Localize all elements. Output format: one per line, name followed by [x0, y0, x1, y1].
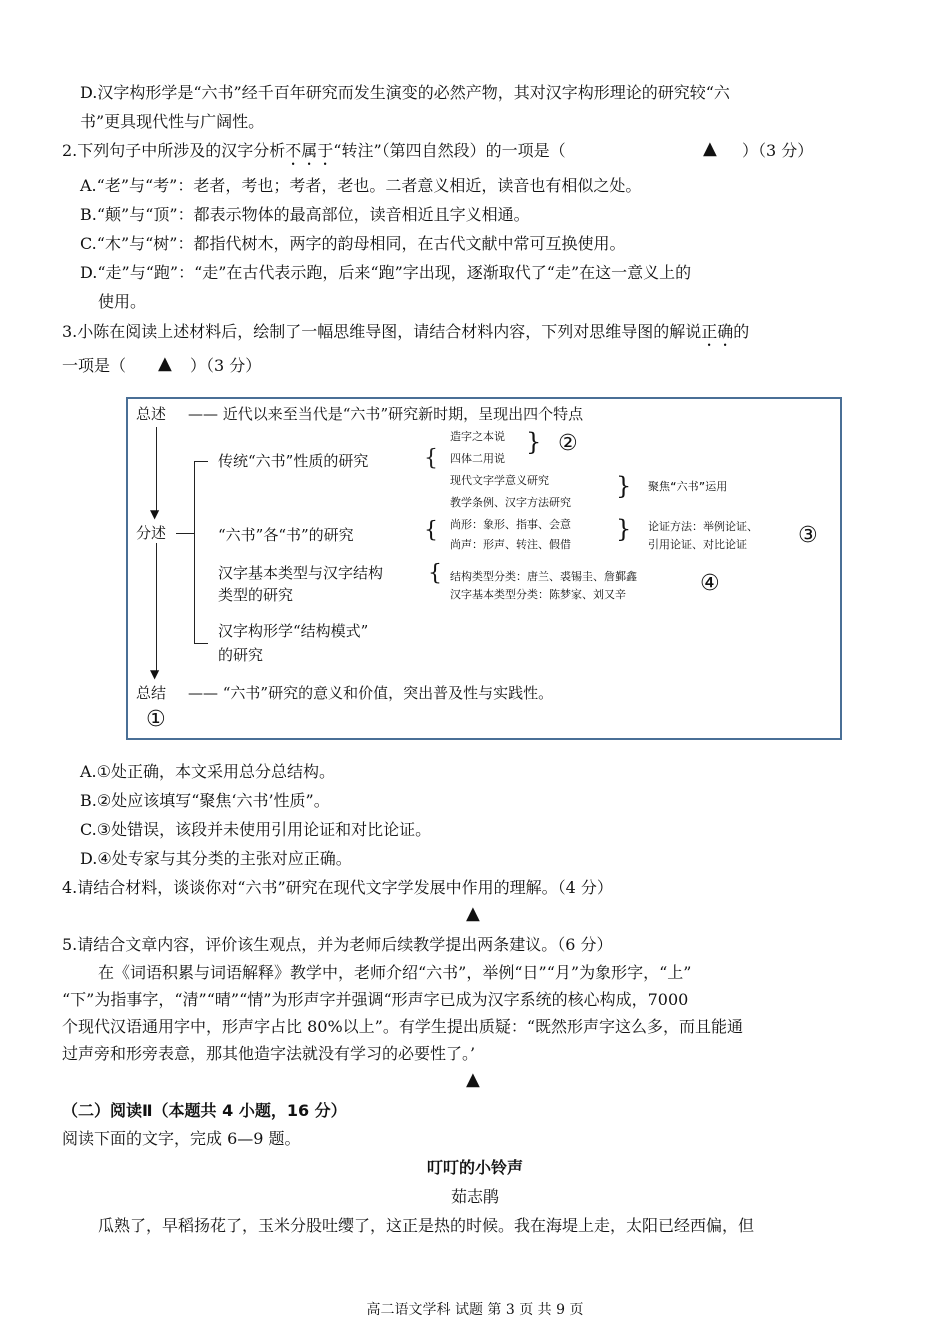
q4-answer-triangle: ▲ [466, 903, 480, 924]
q2-answer-triangle: ▲ [703, 138, 717, 159]
brace-b1-top: } [526, 428, 542, 456]
q3-option-d: D.④处专家与其分类的主张对应正确。 [80, 849, 352, 868]
q3-stem-emphasis: 正确 [701, 322, 734, 341]
q5-answer-triangle: ▲ [466, 1069, 480, 1090]
q2-stem-post: “转注”（第四自然段）的一项是（ [333, 141, 566, 160]
mindmap-mark-3: ③ [798, 523, 818, 548]
q3-option-a: A.①处正确，本文采用总分总结构。 [80, 762, 335, 781]
b3-sub2: 汉字基本类型分类：陈梦家、刘又辛 [450, 588, 626, 601]
q3-stem-post: 的 [733, 322, 750, 341]
q2-option-a: A.“老”与“考”：老者，考也；考者，老也。二者意义相近，读音也有相似之处。 [80, 176, 642, 195]
brace-b1: { [424, 446, 438, 471]
b1-sub1: 造字之本说 [450, 430, 505, 443]
arrow-down-icon-2: ▼ [150, 667, 160, 681]
brace-b2-right: } [616, 515, 632, 543]
q3-stem-line2: 一项是（ [62, 356, 127, 375]
mindmap-branch-label: 分述 [136, 524, 167, 542]
brace-b3: { [428, 561, 442, 586]
q1-option-d-line2: 书”更具现代性与广阔性。 [80, 112, 265, 131]
q3-score: ）（3 分） [190, 356, 262, 375]
q3-answer-triangle: ▲ [158, 353, 172, 374]
mindmap-intro-label: 总述 [136, 405, 167, 423]
brace-b2: { [424, 518, 438, 543]
mindmap-branch3-line1: 汉字基本类型与汉字结构 [218, 564, 384, 582]
q3-stem-pre: 3.小陈在阅读上述材料后，绘制了一幅思维导图，请结合材料内容，下列对思维导图的解说 [62, 322, 702, 341]
q2-option-d-line1: D.“走”与“跑”：“走”在古代表示跑，后来“跑”字出现，逐渐取代了“走”在这一意义上的 [80, 263, 692, 282]
q2-option-c: C.“木”与“树”：都指代树木，两字的韵母相同，在古代文献中常可互换使用。 [80, 234, 626, 253]
section2-heading: （二）阅读Ⅱ（本题共 4 小题，16 分） [62, 1101, 347, 1120]
b3-sub1: 结构类型分类：唐兰、裘锡圭、詹鄞鑫 [450, 570, 637, 583]
q2-stem-pre: 2.下列句子中所涉及的汉字分析 [62, 141, 286, 160]
section2-instruction: 阅读下面的文字，完成 6—9 题。 [62, 1129, 301, 1148]
b2-sub1: 尚形：象形、指事、会意 [450, 518, 571, 531]
mindmap-branch3-line2: 类型的研究 [218, 586, 294, 604]
q2-stem [62, 139, 566, 169]
q2-option-b: B.“颠”与“顶”：都表示物体的最高部位，读音相近且字义相通。 [80, 205, 530, 224]
branch-bracket-bottom [194, 643, 208, 644]
q3-option-c: C.③处错误，该段并未使用引用论证和对比论证。 [80, 820, 432, 839]
article-author: 茹志鹃 [450, 1187, 499, 1206]
mindmap-summary-label: 总结 [136, 684, 167, 702]
b1-sub4: 教学条例、汉字方法研究 [450, 496, 571, 509]
q5-para-line1: 在《词语积累与词语解释》教学中，老师介绍“六书”，举例“日”“月”为象形字，“上” [98, 963, 692, 982]
b2-note1: 论证方法：举例论证、 [648, 520, 758, 533]
branch-bracket-top [194, 461, 208, 462]
arrow-down-line-2 [156, 543, 157, 671]
page-footer: 高二语文学科 试题 第 3 页 共 9 页 [366, 1302, 584, 1318]
b1-sub3: 现代文字学意义研究 [450, 474, 549, 487]
q1-option-d-line1: D.汉字构形学是“六书”经千百年研究而发生演变的必然产物，其对汉字构形理论的研究较“六 [80, 83, 730, 102]
q5-para-line3: 个现代汉语通用字中，形声字占比 80%以上”。有学生提出质疑：“既然形声字这么多，而且能通 [62, 1017, 744, 1036]
b1-sub2: 四体二用说 [450, 452, 505, 465]
mindmap-branch1: 传统“六书”性质的研究 [218, 452, 369, 470]
mindmap-summary-text: —— “六书”研究的意义和价值，突出普及性与实践性。 [188, 684, 554, 702]
q2-score: ）（3 分） [742, 141, 814, 160]
arrow-down-line-1 [156, 427, 157, 511]
mindmap-branch4-line2: 的研究 [218, 646, 264, 664]
mindmap-branch4-line1: 汉字构形学“结构模式” [218, 622, 369, 640]
article-first-line: 瓜熟了，早稻扬花了，玉米分股吐缨了，这正是热的时候。我在海堤上走，太阳已经西偏，但 [98, 1216, 755, 1235]
article-title: 叮叮的小铃声 [426, 1158, 523, 1177]
b2-sub2: 尚声：形声、转注、假借 [450, 538, 571, 551]
q2-stem-emphasis: 不属于 [285, 141, 334, 160]
q4-stem: 4.请结合材料，谈谈你对“六书”研究在现代文字学发展中作用的理解。（4 分） [62, 878, 613, 897]
q3-stem-line1 [62, 320, 749, 350]
mindmap-branch2: “六书”各“书”的研究 [218, 526, 354, 544]
b2-note2: 引用论证、对比论证 [648, 538, 747, 551]
b1-note: 聚焦“六书”运用 [648, 480, 728, 493]
q3-option-b: B.②处应该填写“聚焦‘六书’性质”。 [80, 791, 330, 810]
q5-stem: 5.请结合文章内容，评价该生观点，并为老师后续教学提出两条建议。（6 分） [62, 935, 613, 954]
arrow-down-icon-1: ▼ [150, 507, 160, 521]
mindmap-intro-text: —— 近代以来至当代是“六书”研究新时期，呈现出四个特点 [188, 405, 584, 423]
brace-b1-bottom: } [616, 472, 632, 500]
mindmap-mark-4: ④ [700, 571, 720, 596]
mindmap-mark-2: ② [558, 431, 578, 456]
q5-para-line2: “下”为指事字，“清”“晴”“情”为形声字并强调“形声字已成为汉字系统的核心构成，7000 [62, 990, 689, 1009]
branch-connector [176, 533, 194, 534]
branch-bracket-vertical [194, 461, 195, 643]
q5-para-line4: 过声旁和形旁表意，那其他造字法就没有学习的必要性了。’ [62, 1044, 476, 1063]
mind-map [126, 397, 842, 740]
mindmap-mark-1: ① [146, 707, 166, 732]
q2-option-d-line2: 使用。 [98, 292, 147, 311]
